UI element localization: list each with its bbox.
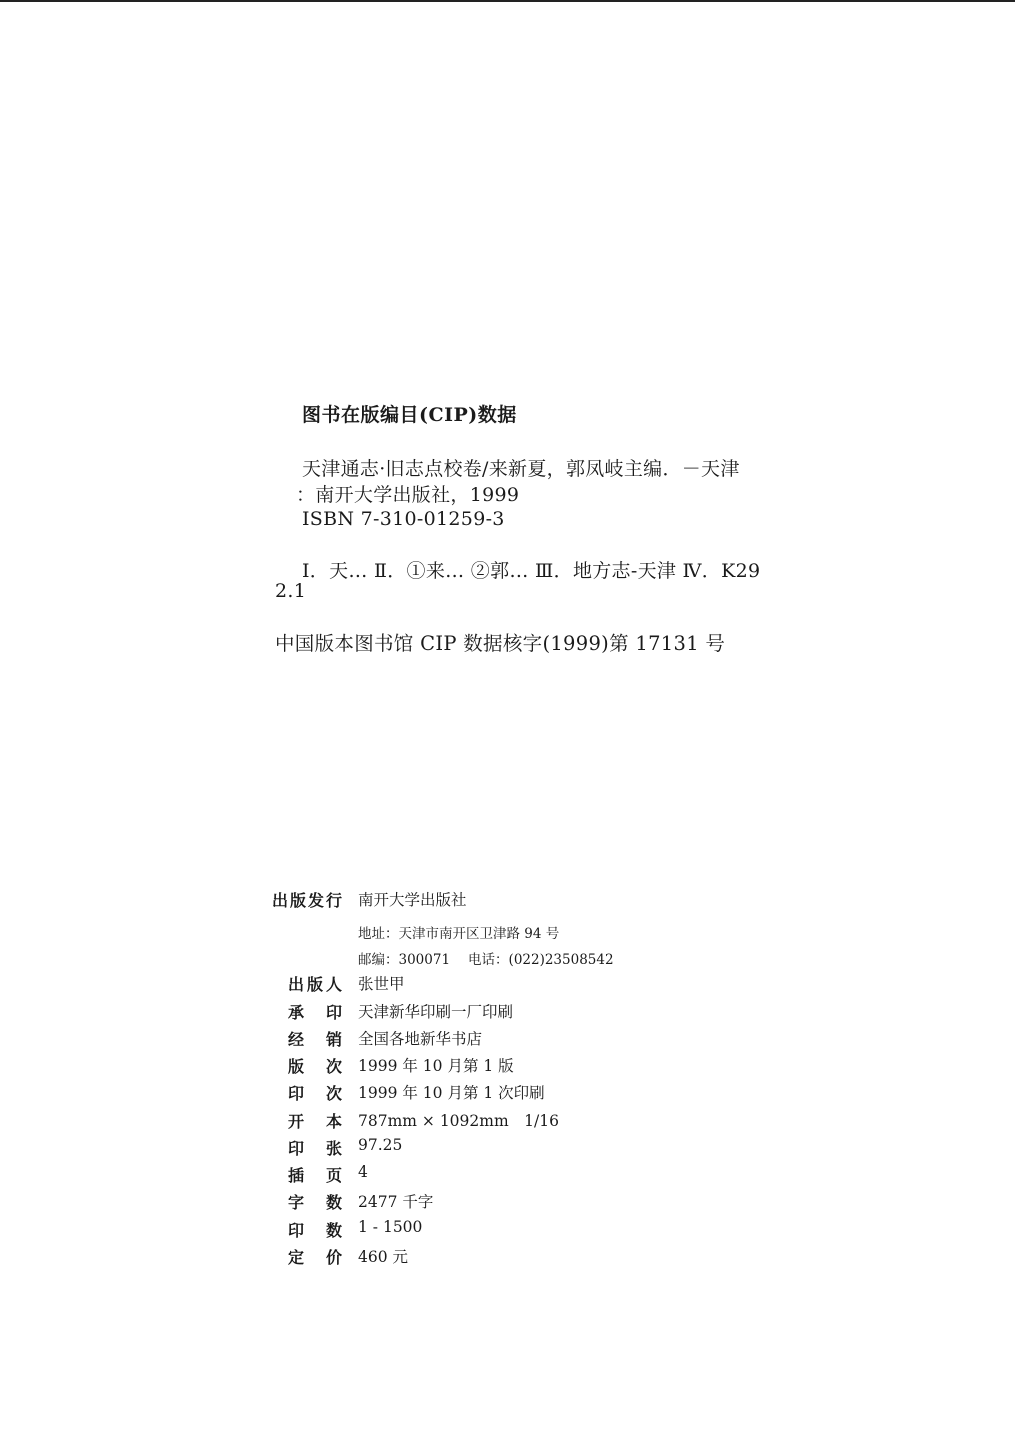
colophon-value: 1999 年 10 月第 1 版 — [358, 1057, 514, 1075]
cip-classification-line-2: 2.1 — [275, 580, 307, 602]
publisher-postcode: 邮编：300071 — [358, 952, 451, 968]
cip-classification-line-1: Ⅰ．天… Ⅱ．①来… ②郭… Ⅲ．地方志-天津 Ⅳ．K29 — [302, 560, 761, 582]
colophon-value: 1 - 1500 — [358, 1218, 423, 1236]
colophon-value: 张世甲 — [358, 975, 405, 993]
colophon-label: 字 数 — [288, 1193, 342, 1212]
colophon-label: 开 本 — [288, 1112, 342, 1131]
publisher-contact — [358, 948, 614, 968]
colophon-label: 印 次 — [288, 1084, 342, 1103]
colophon-value: 全国各地新华书店 — [358, 1030, 483, 1048]
publisher-phone: 电话：(022)23508542 — [468, 952, 614, 968]
colophon-value: 天津新华印刷一厂印刷 — [358, 1003, 514, 1021]
cip-title-line-2: ：南开大学出版社，1999 — [296, 484, 520, 506]
colophon-value: 4 — [358, 1163, 368, 1181]
cip-isbn: ISBN 7-310-01259-3 — [302, 508, 505, 530]
publisher-address: 地址：天津市南开区卫津路 94 号 — [358, 926, 560, 942]
top-edge-rule — [0, 0, 1015, 2]
colophon-label: 插 页 — [288, 1166, 342, 1185]
colophon-value: 787mm × 1092mm 1/16 — [358, 1112, 559, 1130]
cip-title-line-1: 天津通志·旧志点校卷/来新夏，郭凤岐主编．－天津 — [302, 458, 740, 480]
colophon-value: 460 元 — [358, 1248, 409, 1266]
colophon-label: 印 数 — [288, 1221, 342, 1240]
colophon-label: 承 印 — [288, 1003, 342, 1022]
colophon-value: 2477 千字 — [358, 1193, 434, 1211]
cip-heading: 图书在版编目(CIP)数据 — [302, 404, 517, 426]
colophon-label: 版 次 — [288, 1057, 342, 1076]
colophon-label: 出版发行 — [272, 891, 342, 910]
cip-record-number: 中国版本图书馆 CIP 数据核字(1999)第 17131 号 — [275, 632, 726, 655]
colophon-value: 南开大学出版社 — [358, 891, 467, 909]
colophon-value: 97.25 — [358, 1136, 403, 1154]
colophon-label: 印 张 — [288, 1139, 342, 1158]
colophon-value: 1999 年 10 月第 1 次印刷 — [358, 1084, 545, 1102]
colophon-label: 定 价 — [288, 1248, 342, 1267]
colophon-label: 经 销 — [288, 1030, 342, 1049]
colophon-label: 出版人 — [288, 975, 342, 994]
